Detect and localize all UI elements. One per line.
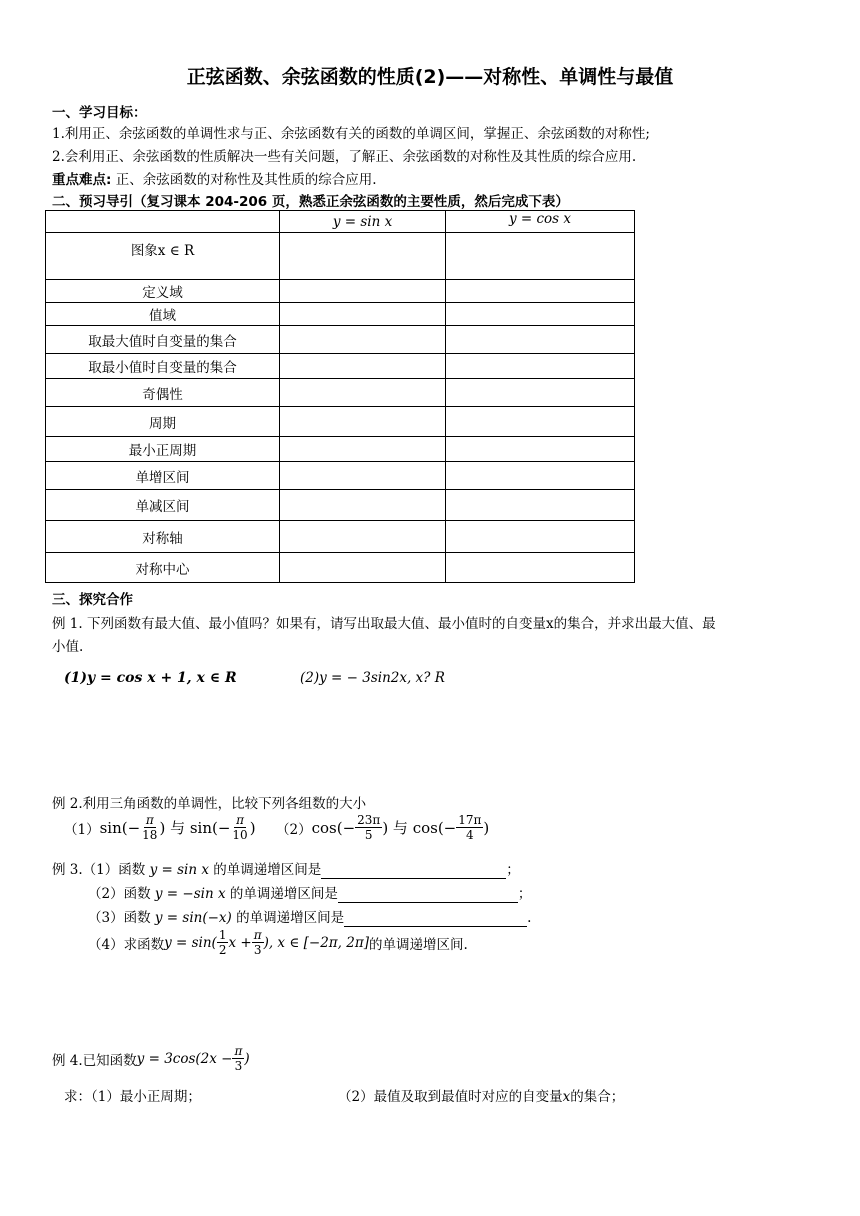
numerator: 23π <box>357 813 381 827</box>
ex3-4-b: x + <box>228 934 252 951</box>
ex4-q2-end: 的集合； <box>570 1089 625 1105</box>
fraction <box>232 1044 244 1073</box>
denominator: 2 <box>218 943 227 957</box>
header-sin: y = sin x <box>280 211 446 233</box>
row-label-symmetry-center: 对称中心 <box>46 553 280 583</box>
row-label-range: 值域 <box>46 303 280 326</box>
ex2-p2-end: ) <box>483 818 490 837</box>
key-label: 重点难点: <box>52 172 112 188</box>
example-1-part-2: (2)y = − 3sin2x, x? R <box>300 670 445 686</box>
denominator: 18 <box>142 828 158 842</box>
denominator: 5 <box>364 828 373 842</box>
ex2-p1-end: ) <box>249 818 256 837</box>
ex3-4-c: ), x ∈ [−2π, 2π] <box>263 934 369 951</box>
fraction <box>140 813 159 842</box>
numerator: π <box>253 928 262 942</box>
key-text: 正、余弦函数的对称性及其性质的综合应用. <box>115 172 377 188</box>
ex2-p1-label: （1） <box>64 821 100 838</box>
ex3-1-text: 的单调递增区间是 <box>213 862 322 878</box>
row-label-min-period: 最小正周期 <box>46 437 280 462</box>
ex3-3-text: 的单调递增区间是 <box>236 910 345 926</box>
example-4-question-1: 求：（1）最小正周期； <box>64 1089 201 1105</box>
example-3-part-3 <box>88 906 531 927</box>
ex4-label: 例 4.已知函数 <box>52 1052 137 1069</box>
example-1-line-1: 例 1. 下列函数有最大值、最小值吗？如果有，请写出取最大值、最小值时的自变量x的集合，并求出最大值、最 <box>52 616 716 632</box>
example-1-line-2: 小值. <box>52 639 84 655</box>
example-2-part-2 <box>276 813 489 842</box>
example-1-part-1: (1)y = cos x + 1, x ∈ R <box>64 670 237 686</box>
numerator: 17π <box>458 813 482 827</box>
answer-cell[interactable] <box>446 437 635 462</box>
ex3-3-label: （3）函数 <box>88 910 151 926</box>
answer-blank[interactable] <box>321 862 506 879</box>
ex3-2-end: ； <box>517 886 532 902</box>
answer-cell[interactable] <box>446 553 635 583</box>
ex2-p1-mid: ) 与 sin(− <box>159 819 231 837</box>
answer-cell[interactable] <box>280 379 446 407</box>
denominator: 3 <box>234 1059 243 1073</box>
example-3-part-4 <box>88 928 468 957</box>
answer-cell[interactable] <box>280 326 446 354</box>
row-label-parity: 奇偶性 <box>46 379 280 407</box>
answer-cell[interactable] <box>280 303 446 326</box>
ex3-1-func: y = sin x <box>149 862 209 878</box>
ex2-p2-a: cos(− <box>311 818 356 837</box>
ex3-3-func: y = sin(−x) <box>154 910 232 926</box>
row-label-period: 周期 <box>46 407 280 437</box>
ex2-p2-mid: ) 与 cos(− <box>382 819 457 837</box>
example-4-question-2 <box>338 1085 624 1105</box>
row-label-graph: 图象x ∈ R <box>46 233 280 280</box>
answer-cell[interactable] <box>446 280 635 303</box>
page-title: 正弦函数、余弦函数的性质(2)——对称性、单调性与最值 <box>186 66 674 88</box>
answer-cell[interactable] <box>280 280 446 303</box>
fraction <box>355 813 382 842</box>
example-2-part-1 <box>64 813 256 842</box>
example-3-part-1 <box>52 858 520 879</box>
answer-cell[interactable] <box>446 233 635 280</box>
fraction <box>230 813 249 842</box>
answer-cell[interactable] <box>280 233 446 280</box>
section-2-heading: 二、预习导引（复习课本 204-206 页，熟悉正余弦函数的主要性质，然后完成下表） <box>52 194 569 210</box>
ex3-2-text: 的单调递增区间是 <box>229 886 338 902</box>
denominator: 10 <box>232 828 248 842</box>
properties-table <box>45 210 635 583</box>
ex2-p1-a: sin(− <box>99 818 141 837</box>
row-label-max-set: 取最大值时自变量的集合 <box>46 326 280 354</box>
answer-cell[interactable] <box>446 490 635 521</box>
answer-cell[interactable] <box>446 462 635 490</box>
row-label-decreasing: 单减区间 <box>46 490 280 521</box>
answer-blank[interactable] <box>338 886 518 903</box>
answer-cell[interactable] <box>280 553 446 583</box>
ex3-1-end: ； <box>506 862 520 878</box>
answer-blank[interactable] <box>344 910 527 927</box>
ex4-end: ) <box>244 1050 250 1067</box>
ex4-a: y = 3cos(2x − <box>136 1050 233 1067</box>
answer-cell[interactable] <box>446 326 635 354</box>
row-label-domain: 定义域 <box>46 280 280 303</box>
numerator: 1 <box>218 928 227 942</box>
ex2-p2-label: （2） <box>276 821 312 838</box>
denominator: 4 <box>466 828 474 842</box>
fraction <box>456 813 483 842</box>
fraction <box>217 928 229 957</box>
row-label-increasing: 单增区间 <box>46 462 280 490</box>
key-difficulty <box>52 168 377 188</box>
answer-cell[interactable] <box>280 407 446 437</box>
answer-cell[interactable] <box>280 490 446 521</box>
ex3-label: 例 3.（1）函数 <box>52 862 146 878</box>
header-cos: y = cos x <box>446 211 635 233</box>
example-4 <box>52 1044 250 1073</box>
answer-cell[interactable] <box>446 407 635 437</box>
answer-cell[interactable] <box>446 354 635 379</box>
example-3-part-2 <box>88 882 531 903</box>
ex3-2-label: （2）函数 <box>88 886 151 902</box>
goal-2: 2.会利用正、余弦函数的性质解决一些有关问题，了解正、余弦函数的对称性及其性质的综合应用. <box>52 149 637 165</box>
numerator: π <box>234 1044 243 1058</box>
fraction <box>252 928 264 957</box>
numerator: π <box>236 813 244 827</box>
answer-cell[interactable] <box>280 437 446 462</box>
ex4-q2-var: x <box>562 1089 571 1105</box>
numerator: π <box>145 813 154 827</box>
example-2-text: 例 2.利用三角函数的单调性，比较下列各组数的大小 <box>52 796 367 812</box>
row-label-symmetry-axis: 对称轴 <box>46 521 280 553</box>
row-label-min-set: 取最小值时自变量的集合 <box>46 354 280 379</box>
ex3-4-label: （4）求函数 <box>88 936 165 953</box>
answer-cell[interactable] <box>280 462 446 490</box>
ex3-4-a: y = sin( <box>164 934 217 951</box>
answer-cell[interactable] <box>280 521 446 553</box>
header-empty-cell <box>46 211 280 233</box>
ex4-q2: （2）最值及取到最值时对应的自变量 <box>338 1089 563 1105</box>
answer-cell[interactable] <box>280 354 446 379</box>
answer-cell[interactable] <box>446 303 635 326</box>
section-3-heading: 三、探究合作 <box>52 592 133 608</box>
answer-cell[interactable] <box>446 379 635 407</box>
goal-1: 1.利用正、余弦函数的单调性求与正、余弦函数有关的函数的单调区间，掌握正、余弦函数的对称性; <box>52 126 650 142</box>
ex3-4-text: 的单调递增区间. <box>368 936 468 953</box>
section-1-heading: 一、学习目标： <box>52 105 147 121</box>
ex3-2-func: y = −sin x <box>154 886 226 902</box>
answer-cell[interactable] <box>446 521 635 553</box>
ex3-3-end: . <box>527 910 532 926</box>
denominator: 3 <box>253 943 262 957</box>
